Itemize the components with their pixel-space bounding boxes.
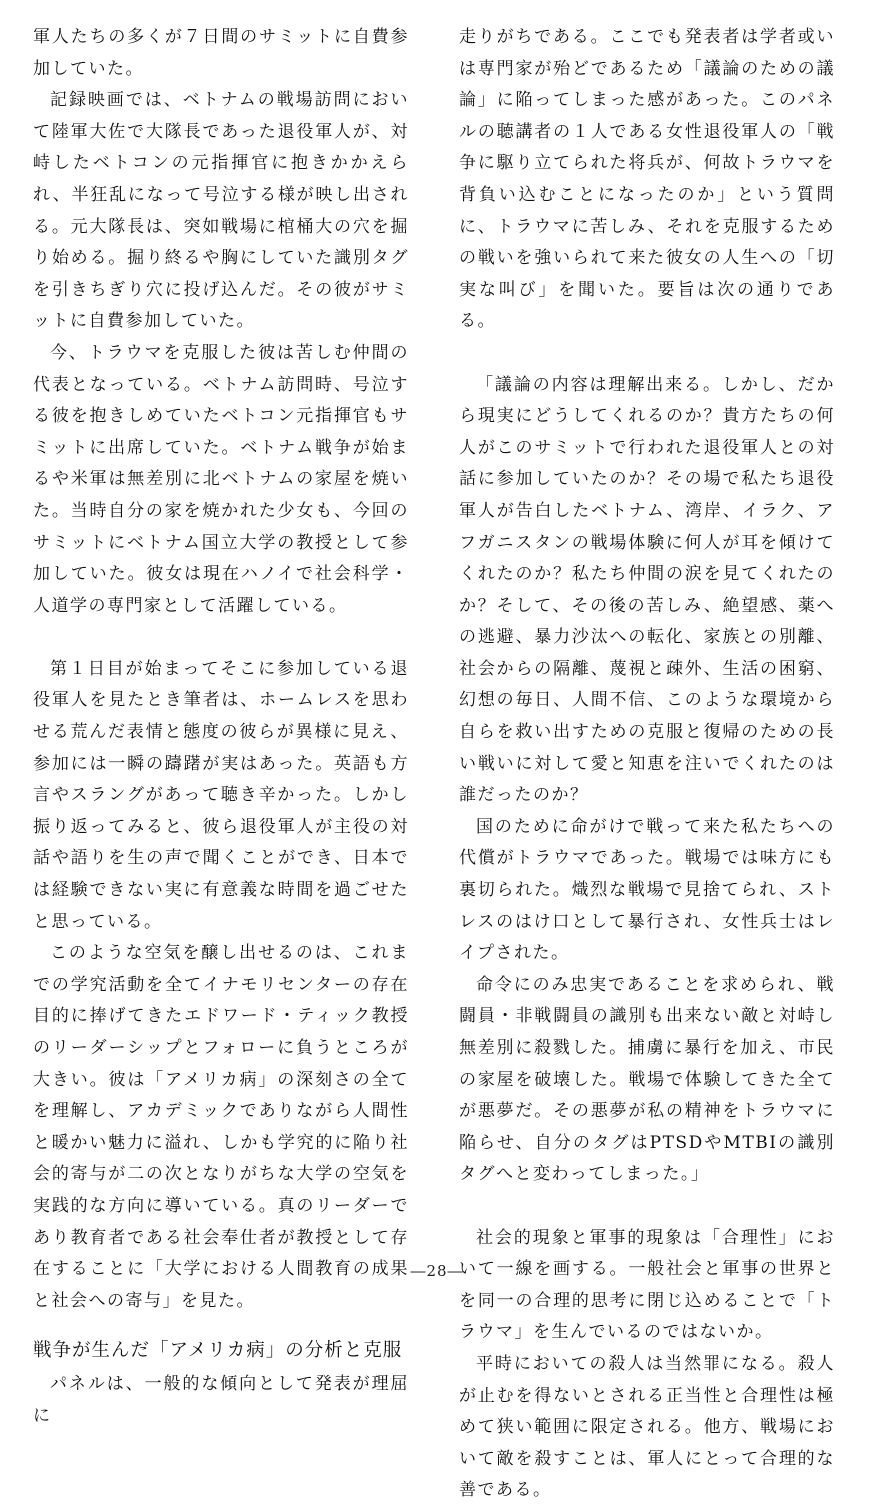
paragraph-spacer xyxy=(33,622,409,654)
paragraph-spacer xyxy=(459,338,835,370)
paragraph-killing: 平時においての殺人は当然罪になる。殺人が止むを得ないとされる正当性と合理性は極めて狭い範囲に限定される。他方、戦場において敵を殺すことは、軍人にとって合理的な善である。 xyxy=(459,1353,835,1501)
paragraph-rationality: 社会的現象と軍事的現象は「合理性」において一線を画する。一般社会と軍事の世界とを同一の合理的思考に閉じ込めることで「トラウマ」を生んでいるのではないか。 xyxy=(459,1227,835,1343)
left-column xyxy=(33,22,409,1433)
quote-paragraph-1: 「議論の内容は理解出来る。しかし、だから現実にどうしてくれるのか？貴方たちの何人がこのサミットで行われた退役軍人との対話に参加していたのか？その場で私たち退役軍人が告白したベトナム、湾岸、イラク、アフガニスタンの戦場体験に何人が耳を傾けてくれたのか？私たち仲間の涙を見てくれたのか？そして、その後の苦しみ、絶望感、薬への逃避、暴力沙汰への転化、家族との別離、社会からの隔離、蔑視と疎外、生活の困窮、幻想の毎日、人間不信、このような環境から自らを救い出すための克服と復帰のための長い戦いに対して愛と知恵を注いでくれたのは誰だったのか？ xyxy=(459,374,835,806)
paragraph-panel-continued: 走りがちである。ここでも発表者は学者或いは専門家が殆どであるため「議論のための議論」に陥ってしまった感があった。このパネルの聴講者の１人である女性退役軍人の「戦争に駆り立てられた将兵が、何故トラウマを背負い込むことになったのか」という質問に、トラウマに苦しみ、それを克服するための戦いを強いられて来た彼女の人生への「切実な叫び」を聞いた。要旨は次の通りである。 xyxy=(459,27,835,332)
paragraph-continued: 軍人たちの多くが７日間のサミットに自費参加していた。 xyxy=(33,27,409,79)
quote-paragraph-2: 国のために命がけで戦って来た私たちへの代償がトラウマであった。戦場では味方にも裏切られた。熾烈な戦場で見捨てられ、ストレスのはけ口として暴行され、女性兵士はレイプされた。 xyxy=(459,816,835,964)
paragraph-first-day: 第１日目が始まってそこに参加している退役軍人を見たとき筆者は、ホームレスを思わせる荒んだ表情と態度の彼らが異様に見え、参加には一瞬の躊躇が実はあった。英語も方言やスラングがあって聴き辛かった。しかし振り返ってみると、彼ら退役軍人が主役の対話や語りを生の声で聞くことができ、日本では経験できない実に有意義な時間を過ごせたと思っている。 xyxy=(33,658,409,932)
paragraph-spacer xyxy=(459,1191,835,1223)
quote-paragraph-3: 命令にのみ忠実であることを求められ、戦闘員・非戦闘員の識別も出来ない敵と対峙し無差別に殺戮した。捕虜に暴行を加え、市民の家屋を破壊した。戦場で体験してきた全てが悪夢だ。その悪夢が私の精神をトラウマに陥らせ、自分のタグはPTSDやMTBIの識別タグへと変わってしまった。」 xyxy=(459,974,835,1185)
page-number: ―28― xyxy=(410,1262,464,1280)
paragraph-leadership: このような空気を醸し出せるのは、これまでの学究活動を全てイナモリセンターの存在目的に捧げてきたエドワード・ティック教授のリーダーシップとフォローに負うところが大きい。彼は「アメリカ病」の深刻さの全てを理解し、アカデミックでありながら人間性と暖かい魅力に溢れ、しかも学究的に陥り社会的寄与が二の次となりがちな大学の空気を実践的な方向に導いている。真のリーダーであり教育者である社会奉仕者が教授として存在することに「大学における人間教育の成果と社会への寄与」を見た。 xyxy=(33,943,409,1311)
section-heading: 戦争が生んだ「アメリカ病」の分析と克服 xyxy=(33,1340,403,1362)
paragraph-panel: パネルは、一般的な傾向として発表が理屈に xyxy=(33,1374,409,1426)
paragraph-documentary: 記録映画では、ベトナムの戦場訪問において陸軍大佐で大隊長であった退役軍人が、対峙したベトコンの元指揮官に抱きかかえられ、半狂乱になって号泣する様が映し出される。元大隊長は、突如戦場に棺桶大の穴を掘り始める。掘り終るや胸にしていた識別タグを引きちぎり穴に投げ込んだ。その彼がサミットに自費参加していた。 xyxy=(33,90,409,332)
paragraph-overcome-trauma: 今、トラウマを克服した彼は苦しむ仲間の代表となっている。ベトナム訪問時、号泣する彼を抱きしめていたベトコン元指揮官もサミットに出席していた。ベトナム戦争が始まるや米軍は無差別に北ベトナムの家屋を焼いた。当時自分の家を焼かれた少女も、今回のサミットにベトナム国立大学の教授として参加していた。彼女は現在ハノイで社会科学・人道学の専門家として活躍している。 xyxy=(33,342,409,616)
right-column xyxy=(459,22,835,1507)
